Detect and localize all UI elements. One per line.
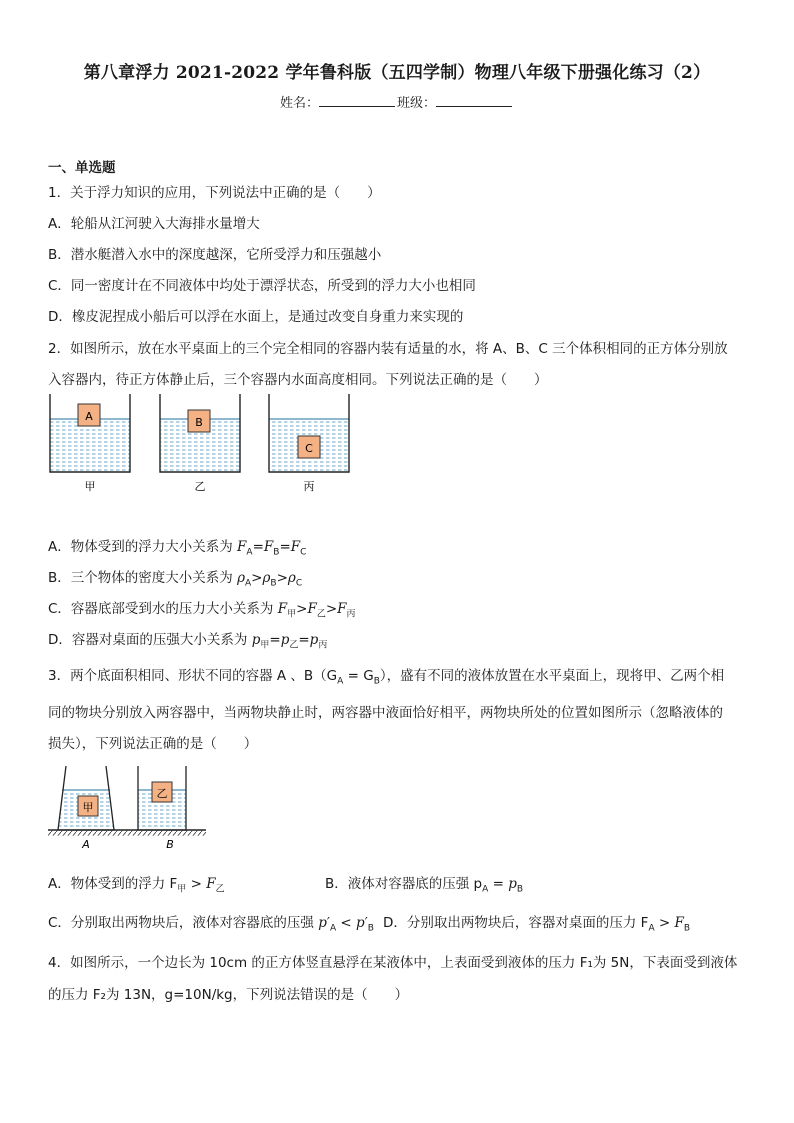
block-c-label: C: [305, 442, 313, 455]
q3-stem-line2: 同的物块分别放入两容器中，当两物块静止时，两容器中液面恰好相平，两物块所处的位置如图所示（忽略液体的: [48, 705, 723, 721]
q2-option-c: C．容器底部受到水的压力大小关系为 $F_甲>F_乙>F_丙$: [48, 601, 356, 620]
container-yi: [160, 394, 240, 493]
q4-line2: 的压力 F₂为 13N，g=10N/kg，下列说法错误的是（ ）: [48, 987, 409, 1003]
container-bing: [269, 394, 349, 493]
q3-option-b: B．液体对容器底的压强 $p_A = p_B$: [325, 876, 524, 895]
q2-option-b: B．三个物体的密度大小关系为 $\rho_A>\rho_B>\rho_C$: [48, 570, 303, 589]
q2-option-a: A．物体受到的浮力大小关系为 $F_A=F_B=F_C$: [48, 539, 307, 558]
caption-b: B: [166, 838, 174, 851]
caption-jia: 甲: [84, 480, 96, 493]
caption-bing: 丙: [303, 480, 315, 493]
block-jia-label: 甲: [82, 801, 94, 814]
q3-option-d: D．分别取出两物块后，容器对桌面的压力 $F_A > F_B$: [383, 915, 691, 934]
section-title: 一、单选题: [48, 160, 116, 176]
q2-stem-line1: 2．如图所示，放在水平桌面上的三个完全相同的容器内装有适量的水，将 A、B、C 三个体积相同的正方体分别放: [48, 341, 728, 357]
q3-stem-line1: 3．两个底面积相同、形状不同的容器 A 、$B(G_A = G_B)$，盛有不同的液体放置在水平桌面上，现将甲、乙两个相: [48, 668, 725, 687]
q3-option-c: C．分别取出两物块后，液体对容器底的压强 $p'_A < p'_B$: [48, 915, 374, 934]
q2-figure: [44, 392, 364, 498]
class-blank[interactable]: [436, 94, 512, 107]
name-label: 姓名：: [279, 96, 319, 111]
q3-figure: [46, 760, 210, 856]
container-a: [58, 766, 114, 851]
name-class-bar: [0, 92, 794, 111]
block-yi-label: 乙: [156, 787, 168, 800]
table-hatch: [48, 831, 206, 836]
block-b-label: B: [195, 416, 203, 429]
q1-option-a: A．轮船从江河驶入大海排水量增大: [48, 216, 260, 232]
q2-stem-line2: 入容器内，待正方体静止后，三个容器内水面高度相同。下列说法正确的是（ ）: [48, 372, 548, 388]
q1-stem: 1．关于浮力知识的应用，下列说法中正确的是（ ）: [48, 185, 381, 201]
caption-yi: 乙: [194, 480, 206, 493]
q1-option-b: B．潜水艇潜入水中的深度越深，它所受浮力和压强越小: [48, 247, 382, 263]
q3-option-a: A．物体受到的浮力 $F_甲 > F_乙$: [48, 876, 225, 895]
q4-line1: 4．如图所示，一个边长为 10cm 的正方体竖直悬浮在某液体中，上表面受到液体的压力 F₁为 5N，下表面受到液体: [48, 955, 738, 971]
block-a-label: A: [85, 410, 93, 423]
name-blank[interactable]: [319, 94, 395, 107]
container-b: [138, 766, 186, 851]
class-label: 班级：: [397, 96, 437, 111]
page-title: 第八章浮力 2021-2022 学年鲁科版（五四学制）物理八年级下册强化练习（2）: [83, 63, 711, 83]
q2-option-d: D．容器对桌面的压强大小关系为 $p_甲=p_乙=p_丙$: [48, 632, 328, 651]
q3-stem-line3: 损失），下列说法正确的是（ ）: [48, 736, 258, 752]
container-jia: [50, 394, 130, 493]
q1-option-c: C．同一密度计在不同液体中均处于漂浮状态，所受到的浮力大小也相同: [48, 278, 476, 294]
caption-a: A: [82, 838, 90, 851]
q1-option-d: D．橡皮泥捏成小船后可以浮在水面上，是通过改变自身重力来实现的: [48, 309, 464, 325]
